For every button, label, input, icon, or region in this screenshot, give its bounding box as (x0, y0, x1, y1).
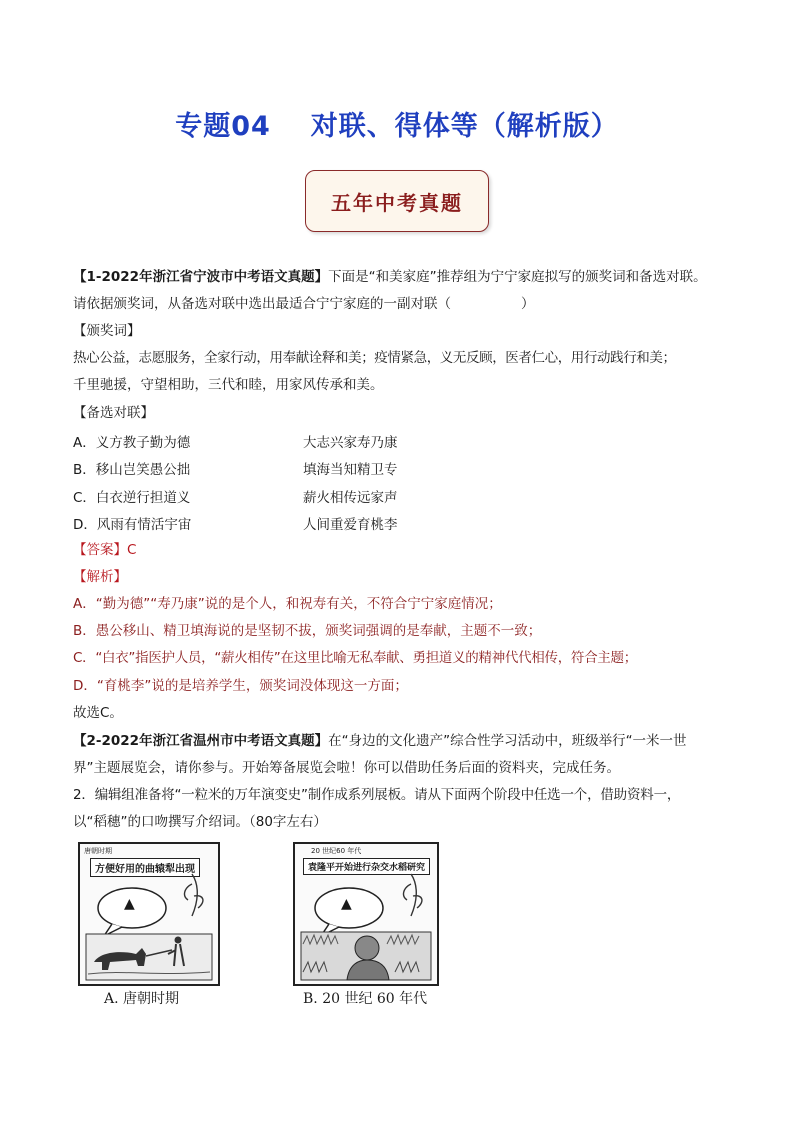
option-b-right: 填海当知精卫专 (303, 462, 398, 478)
option-a-right: 大志兴家寿乃康 (303, 435, 398, 451)
analysis-label: 【解析】 (73, 569, 127, 585)
answer-line (73, 541, 136, 559)
title-sub: 对联、得体等（解析版） (310, 111, 619, 142)
q2-stem2: 界”主题展览会，请你参与。开始筹备展览会啦！你可以借助任务后面的资料夹，完成任务。 (73, 760, 620, 776)
q2-stem-line1 (73, 732, 687, 750)
option-b-left: B．移山岂笑愚公拙 (73, 462, 191, 478)
q2-stem1: 在“身边的文化遗产”综合性学习活动中，班级举行“一米一世 (328, 733, 687, 749)
option-d-left: D．风雨有情活宇宙 (73, 517, 192, 533)
analysis-a: A．“勤为德”“寿乃康”说的是个人，和祝寿有关，不符合宁宁家庭情况； (73, 596, 502, 612)
q1-stem-line2 (73, 295, 535, 313)
couplet-heading: 【备选对联】 (73, 405, 154, 421)
figure-b-caption: B. 20 世纪 60 年代 (303, 991, 428, 1007)
title-main: 专题04 (175, 111, 271, 142)
option-c-left: C．白衣逆行担道义 (73, 490, 191, 506)
option-a-left: A．义方教子勤为德 (73, 435, 191, 451)
figure-b-marker: ▲ (341, 896, 352, 912)
q1-source: 【1-2022年浙江省宁波市中考语文真题】 (73, 269, 329, 285)
q1-stem2b: ） (521, 296, 535, 312)
figure-b-panel (293, 842, 439, 986)
figure-a-marker: ▲ (124, 896, 135, 912)
award-heading: 【颁奖词】 (73, 323, 141, 339)
q1-stem1: 下面是“和美家庭”推荐组为宁宁家庭拟写的颁奖词和备选对联。 (328, 269, 707, 285)
page-title (0, 104, 794, 143)
figure-a-caption: A. 唐朝时期 (104, 991, 180, 1007)
q1-stem2a: 请依据颁奖词，从备选对联中选出最适合宁宁家庭的一副对联（ (73, 296, 451, 312)
conclusion: 故选C。 (73, 705, 123, 721)
figure-a-panel (78, 842, 220, 986)
option-d-right: 人间重爱育桃李 (303, 517, 398, 533)
q2-task2: 以“稻穗”的口吻撰写介绍词。（80字左右） (73, 814, 327, 830)
figure-b-illustration (295, 844, 437, 984)
figure-b-banner: 袁隆平开始进行杂交水稻研究 (303, 858, 430, 875)
award-line2: 千里驰援，守望相助，三代和睦，用家风传承和美。 (73, 377, 384, 393)
figure-a-illustration (80, 844, 218, 984)
option-c-right: 薪火相传远家声 (303, 490, 398, 506)
award-line1: 热心公益，志愿服务，全家行动，用奉献诠释和美；疫情紧急，义无反顾，医者仁心，用行动践行和美； (73, 350, 676, 366)
q2-source: 【2-2022年浙江省温州市中考语文真题】 (73, 733, 329, 749)
analysis-d: D．“育桃李”说的是培养学生，颁奖词没体现这一方面； (73, 678, 408, 694)
analysis-b: B．愚公移山、精卫填海说的是坚韧不拔，颁奖词强调的是奉献，主题不一致； (73, 623, 542, 639)
figure-a-corner: 唐朝时期 (84, 847, 112, 855)
figure-a-banner: 方便好用的曲辕犁出现 (90, 858, 200, 877)
analysis-c: C．“白衣”指医护人员，“薪火相传”在这里比喻无私奉献、勇担道义的精神代代相传，符合主题； (73, 650, 637, 666)
q2-task1: 2．编辑组准备将“一粒米的万年演变史”制作成系列展板。请从下面两个阶段中任选一个，借助资料一， (73, 787, 681, 803)
section-badge: 五年中考真题 (305, 170, 489, 232)
q1-stem-line1 (73, 268, 707, 286)
answer-label: 【答案】 (73, 542, 127, 558)
answer-value: C (127, 542, 137, 558)
figure-b-corner: 20 世纪60 年代 (311, 847, 362, 855)
